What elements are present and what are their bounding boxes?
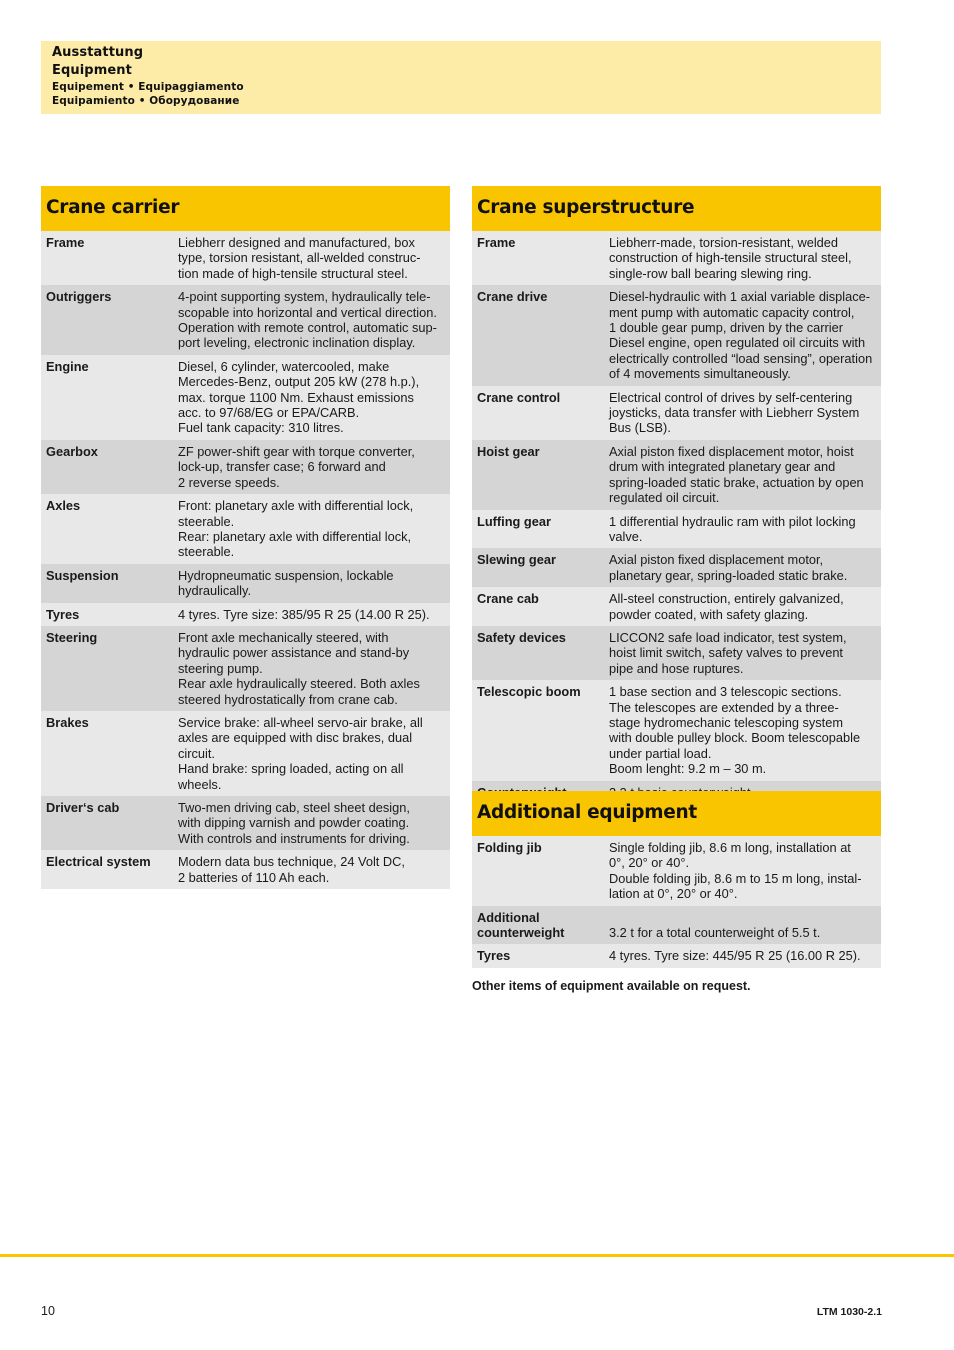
- spec-row: [472, 587, 881, 626]
- spec-value-line: acc. to 97/68/EG or EPA/CARB.: [178, 405, 360, 421]
- spec-label: Telescopic boom: [477, 684, 581, 700]
- spec-row: [41, 440, 450, 494]
- spec-row: [472, 836, 881, 906]
- spec-table: [41, 231, 450, 889]
- spec-value-line: 4 tyres. Tyre size: 445/95 R 25 (16.00 R 25).: [609, 948, 861, 964]
- spec-row: [472, 231, 881, 285]
- spec-label: Axles: [46, 498, 81, 514]
- spec-value-line: Diesel engine, open regulated oil circuits with: [609, 335, 866, 351]
- spec-value: [178, 289, 450, 351]
- crane-superstructure-section: [472, 186, 881, 804]
- spec-row: [41, 355, 450, 440]
- spec-row: [41, 626, 450, 711]
- spec-value-line: single-row ball bearing slewing ring.: [609, 265, 812, 281]
- spec-label: Luffing gear: [477, 513, 551, 529]
- spec-value: [178, 607, 450, 622]
- spec-value-line: stage hydromechanic telescoping system: [609, 714, 844, 730]
- spec-value-line: Front: planetary axle with differential lock,: [178, 498, 414, 514]
- header-title-es-ru: Equipamiento • Оборудование: [52, 95, 240, 107]
- spec-value-line: of 4 movements simultaneously.: [609, 366, 791, 382]
- spec-row: [472, 285, 881, 385]
- spec-label: Hoist gear: [477, 443, 540, 459]
- spec-row: [41, 603, 450, 626]
- spec-value: [609, 444, 881, 506]
- spec-value-line: hydraulically.: [178, 583, 252, 599]
- spec-value: [609, 591, 881, 622]
- header-title-de: Ausstattung: [52, 45, 144, 60]
- spec-value-line: Front axle mechanically steered, with: [178, 629, 389, 645]
- spec-value: [178, 715, 450, 792]
- spec-row: [41, 850, 450, 889]
- spec-value-line: drum with integrated planetary gear and: [609, 459, 836, 475]
- spec-value-line: 4-point supporting system, hydraulically tele-: [178, 289, 431, 305]
- spec-table: [472, 231, 881, 804]
- header-title-fr-it: Equipement • Equipaggiamento: [52, 81, 244, 93]
- spec-value: [609, 235, 881, 281]
- spec-value: [609, 514, 881, 545]
- spec-label: Tyres: [477, 948, 511, 964]
- spec-value-line: with double pulley block. Boom telescopable: [609, 730, 861, 746]
- spec-value-line: With controls and instruments for driving.: [178, 830, 410, 846]
- crane-carrier-section: [41, 186, 450, 889]
- spec-row: [472, 386, 881, 440]
- spec-row: [472, 680, 881, 780]
- footer-divider: [0, 1254, 954, 1257]
- spec-value: [178, 235, 450, 281]
- spec-value-line: Two-men driving cab, steel sheet design,: [178, 800, 410, 815]
- spec-value-line: LICCON2 safe load indicator, test system,: [609, 629, 847, 645]
- spec-label: Engine: [46, 358, 89, 374]
- spec-label: Tyres: [46, 606, 80, 622]
- spec-value-line: lock-up, transfer case; 6 forward and: [178, 459, 386, 475]
- model-designation: LTM 1030-2.1: [816, 1306, 882, 1318]
- spec-table: [472, 836, 881, 968]
- spec-label: Driver‘s cab: [46, 800, 120, 815]
- spec-value-line: axles are equipped with disc brakes, dual: [178, 730, 413, 746]
- spec-label: Frame: [477, 235, 516, 250]
- spec-value: [609, 684, 881, 776]
- spec-value-line: Modern data bus technique, 24 Volt DC,: [178, 854, 405, 870]
- spec-value-line: The telescopes are extended by a three-: [609, 699, 839, 715]
- spec-label: Brakes: [46, 714, 89, 730]
- spec-value-line: with dipping varnish and powder coating.: [178, 815, 410, 831]
- spec-value-line: Rear axle hydraulically steered. Both axles: [178, 676, 420, 692]
- spec-value-line: Fuel tank capacity: 310 litres.: [178, 420, 344, 436]
- spec-label: Crane drive: [477, 289, 548, 305]
- spec-value-line: 3.2 t for a total counterweight of 5.5 t.: [609, 925, 821, 941]
- spec-value-line: Hand brake: spring loaded, acting on all: [178, 761, 404, 777]
- spec-row: [41, 711, 450, 796]
- spec-value-line: Axial piston fixed displacement motor,: [609, 552, 824, 568]
- spec-row: [472, 548, 881, 587]
- spec-value: [609, 630, 881, 676]
- spec-value-line: Diesel, 6 cylinder, watercooled, make: [178, 358, 390, 374]
- section-title: Crane superstructure: [472, 186, 881, 231]
- spec-value: [178, 800, 450, 846]
- spec-value-line: Electrical control of drives by self-centering: [609, 389, 853, 405]
- spec-value-line: electrically controlled “load sensing”, operation: [609, 350, 873, 366]
- spec-label: Outriggers: [46, 289, 112, 305]
- spec-value-line: Double folding jib, 8.6 m to 15 m long, instal-: [609, 870, 862, 886]
- spec-value-line: regulated oil circuit.: [609, 490, 720, 506]
- spec-value: [609, 948, 881, 963]
- spec-row: [472, 510, 881, 549]
- spec-value-line: hoist limit switch, safety valves to prevent: [609, 645, 843, 661]
- spec-value: [609, 552, 881, 583]
- spec-value: [178, 630, 450, 707]
- spec-value-line: under partial load.: [609, 745, 712, 761]
- spec-value-line: Single folding jib, 8.6 m long, installation at: [609, 840, 851, 855]
- spec-label: Electrical system: [46, 854, 151, 870]
- spec-row: [41, 494, 450, 564]
- spec-value-line: 0°, 20° or 40°.: [609, 855, 690, 871]
- spec-value-line: ZF power-shift gear with torque converter,: [178, 443, 415, 459]
- spec-row: [472, 944, 881, 967]
- spec-value: [178, 854, 450, 885]
- spec-value-line: Liebherr-made, torsion-resistant, welded: [609, 235, 839, 250]
- spec-value-line: pipe and hose ruptures.: [609, 660, 744, 676]
- spec-value-line: Boom lenght: 9.2 m – 30 m.: [609, 761, 767, 777]
- spec-value: [609, 840, 881, 902]
- spec-label: Crane control: [477, 389, 561, 405]
- spec-value-line: Axial piston fixed displacement motor, hoist: [609, 443, 854, 459]
- spec-label: Frame: [46, 235, 85, 250]
- spec-label: Folding jib: [477, 840, 542, 855]
- header-title-en: Equipment: [52, 63, 132, 78]
- spec-value-line: tion made of high-tensile structural steel.: [178, 265, 408, 281]
- spec-value: [178, 359, 450, 436]
- spec-row: [41, 564, 450, 603]
- spec-value-line: planetary gear, spring-loaded static brake.: [609, 567, 848, 583]
- spec-label: Safety devices: [477, 629, 566, 645]
- spec-value-line: 1 base section and 3 telescopic sections.: [609, 684, 842, 700]
- spec-value-line: type, torsion resistant, all-welded construc-: [178, 250, 421, 266]
- spec-value-line: steering pump.: [178, 660, 263, 676]
- spec-value-line: Liebherr designed and manufactured, box: [178, 235, 415, 250]
- spec-row: [472, 626, 881, 680]
- spec-value-line: [609, 910, 879, 925]
- spec-row: [472, 440, 881, 510]
- spec-label: Additional counterweight: [477, 909, 565, 941]
- spec-label: Slewing gear: [477, 552, 556, 568]
- page-header: [41, 41, 881, 114]
- spec-value: [178, 444, 450, 490]
- spec-value-line: All-steel construction, entirely galvanized,: [609, 591, 844, 607]
- spec-value-line: 1 differential hydraulic ram with pilot locking: [609, 513, 856, 529]
- spec-row: [41, 796, 450, 850]
- spec-value-line: Operation with remote control, automatic sup-: [178, 320, 437, 336]
- spec-value-line: 1 double gear pump, driven by the carrier: [609, 320, 844, 336]
- spec-value-line: 2 reverse speeds.: [178, 474, 280, 490]
- spec-value-line: hydraulic power assistance and stand-by: [178, 645, 410, 661]
- spec-value: [178, 568, 450, 599]
- spec-value-line: construction of high-tensile structural steel,: [609, 250, 852, 266]
- spec-value-line: 2 batteries of 110 Ah each.: [178, 869, 330, 885]
- spec-value-line: ment pump with automatic capacity control,: [609, 304, 855, 320]
- spec-value-line: circuit.: [178, 745, 215, 761]
- spec-value: [178, 498, 450, 560]
- spec-value: [609, 910, 881, 941]
- spec-value-line: Bus (LSB).: [609, 420, 671, 436]
- spec-value-line: joysticks, data transfer with Liebherr System: [609, 405, 860, 421]
- page-number: 10: [41, 1304, 55, 1318]
- spec-value: [609, 390, 881, 436]
- spec-value-line: powder coated, with safety glazing.: [609, 606, 809, 622]
- spec-value: [609, 289, 881, 381]
- spec-label: Steering: [46, 629, 98, 645]
- additional-equipment-section: [472, 791, 881, 968]
- spec-value-line: 4 tyres. Tyre size: 385/95 R 25 (14.00 R 25).: [178, 606, 430, 622]
- spec-value-line: Service brake: all-wheel servo-air brake, all: [178, 714, 423, 730]
- spec-value-line: Hydropneumatic suspension, lockable: [178, 567, 394, 583]
- spec-value-line: max. torque 1100 Nm. Exhaust emissions: [178, 389, 414, 405]
- spec-value-line: steered hydrostatically from crane cab.: [178, 691, 398, 707]
- spec-value-line: Mercedes-Benz, output 205 kW (278 h.p.),: [178, 374, 420, 390]
- spec-label: Suspension: [46, 567, 119, 583]
- spec-value-line: scopable into horizontal and vertical direction.: [178, 304, 437, 320]
- spec-value-line: Rear: planetary axle with differential lock,: [178, 528, 412, 544]
- spec-label: Crane cab: [477, 591, 539, 607]
- spec-row: [41, 231, 450, 285]
- spec-value-line: port leveling, electronic inclination display.: [178, 335, 416, 351]
- spec-value-line: steerable.: [178, 544, 235, 560]
- section-title: Crane carrier: [41, 186, 450, 231]
- spec-value-line: lation at 0°, 20° or 40°.: [609, 886, 738, 902]
- section-title: Additional equipment: [472, 791, 881, 836]
- spec-value-line: spring-loaded static brake, actuation by open: [609, 474, 864, 490]
- spec-row: [41, 285, 450, 355]
- spec-value-line: wheels.: [178, 776, 222, 792]
- spec-label: Gearbox: [46, 443, 98, 459]
- availability-note: Other items of equipment available on request.: [472, 979, 751, 993]
- spec-value-line: steerable.: [178, 513, 235, 529]
- spec-value-line: valve.: [609, 528, 643, 544]
- spec-value-line: Diesel-hydraulic with 1 axial variable displace-: [609, 289, 871, 305]
- spec-row: [472, 906, 881, 945]
